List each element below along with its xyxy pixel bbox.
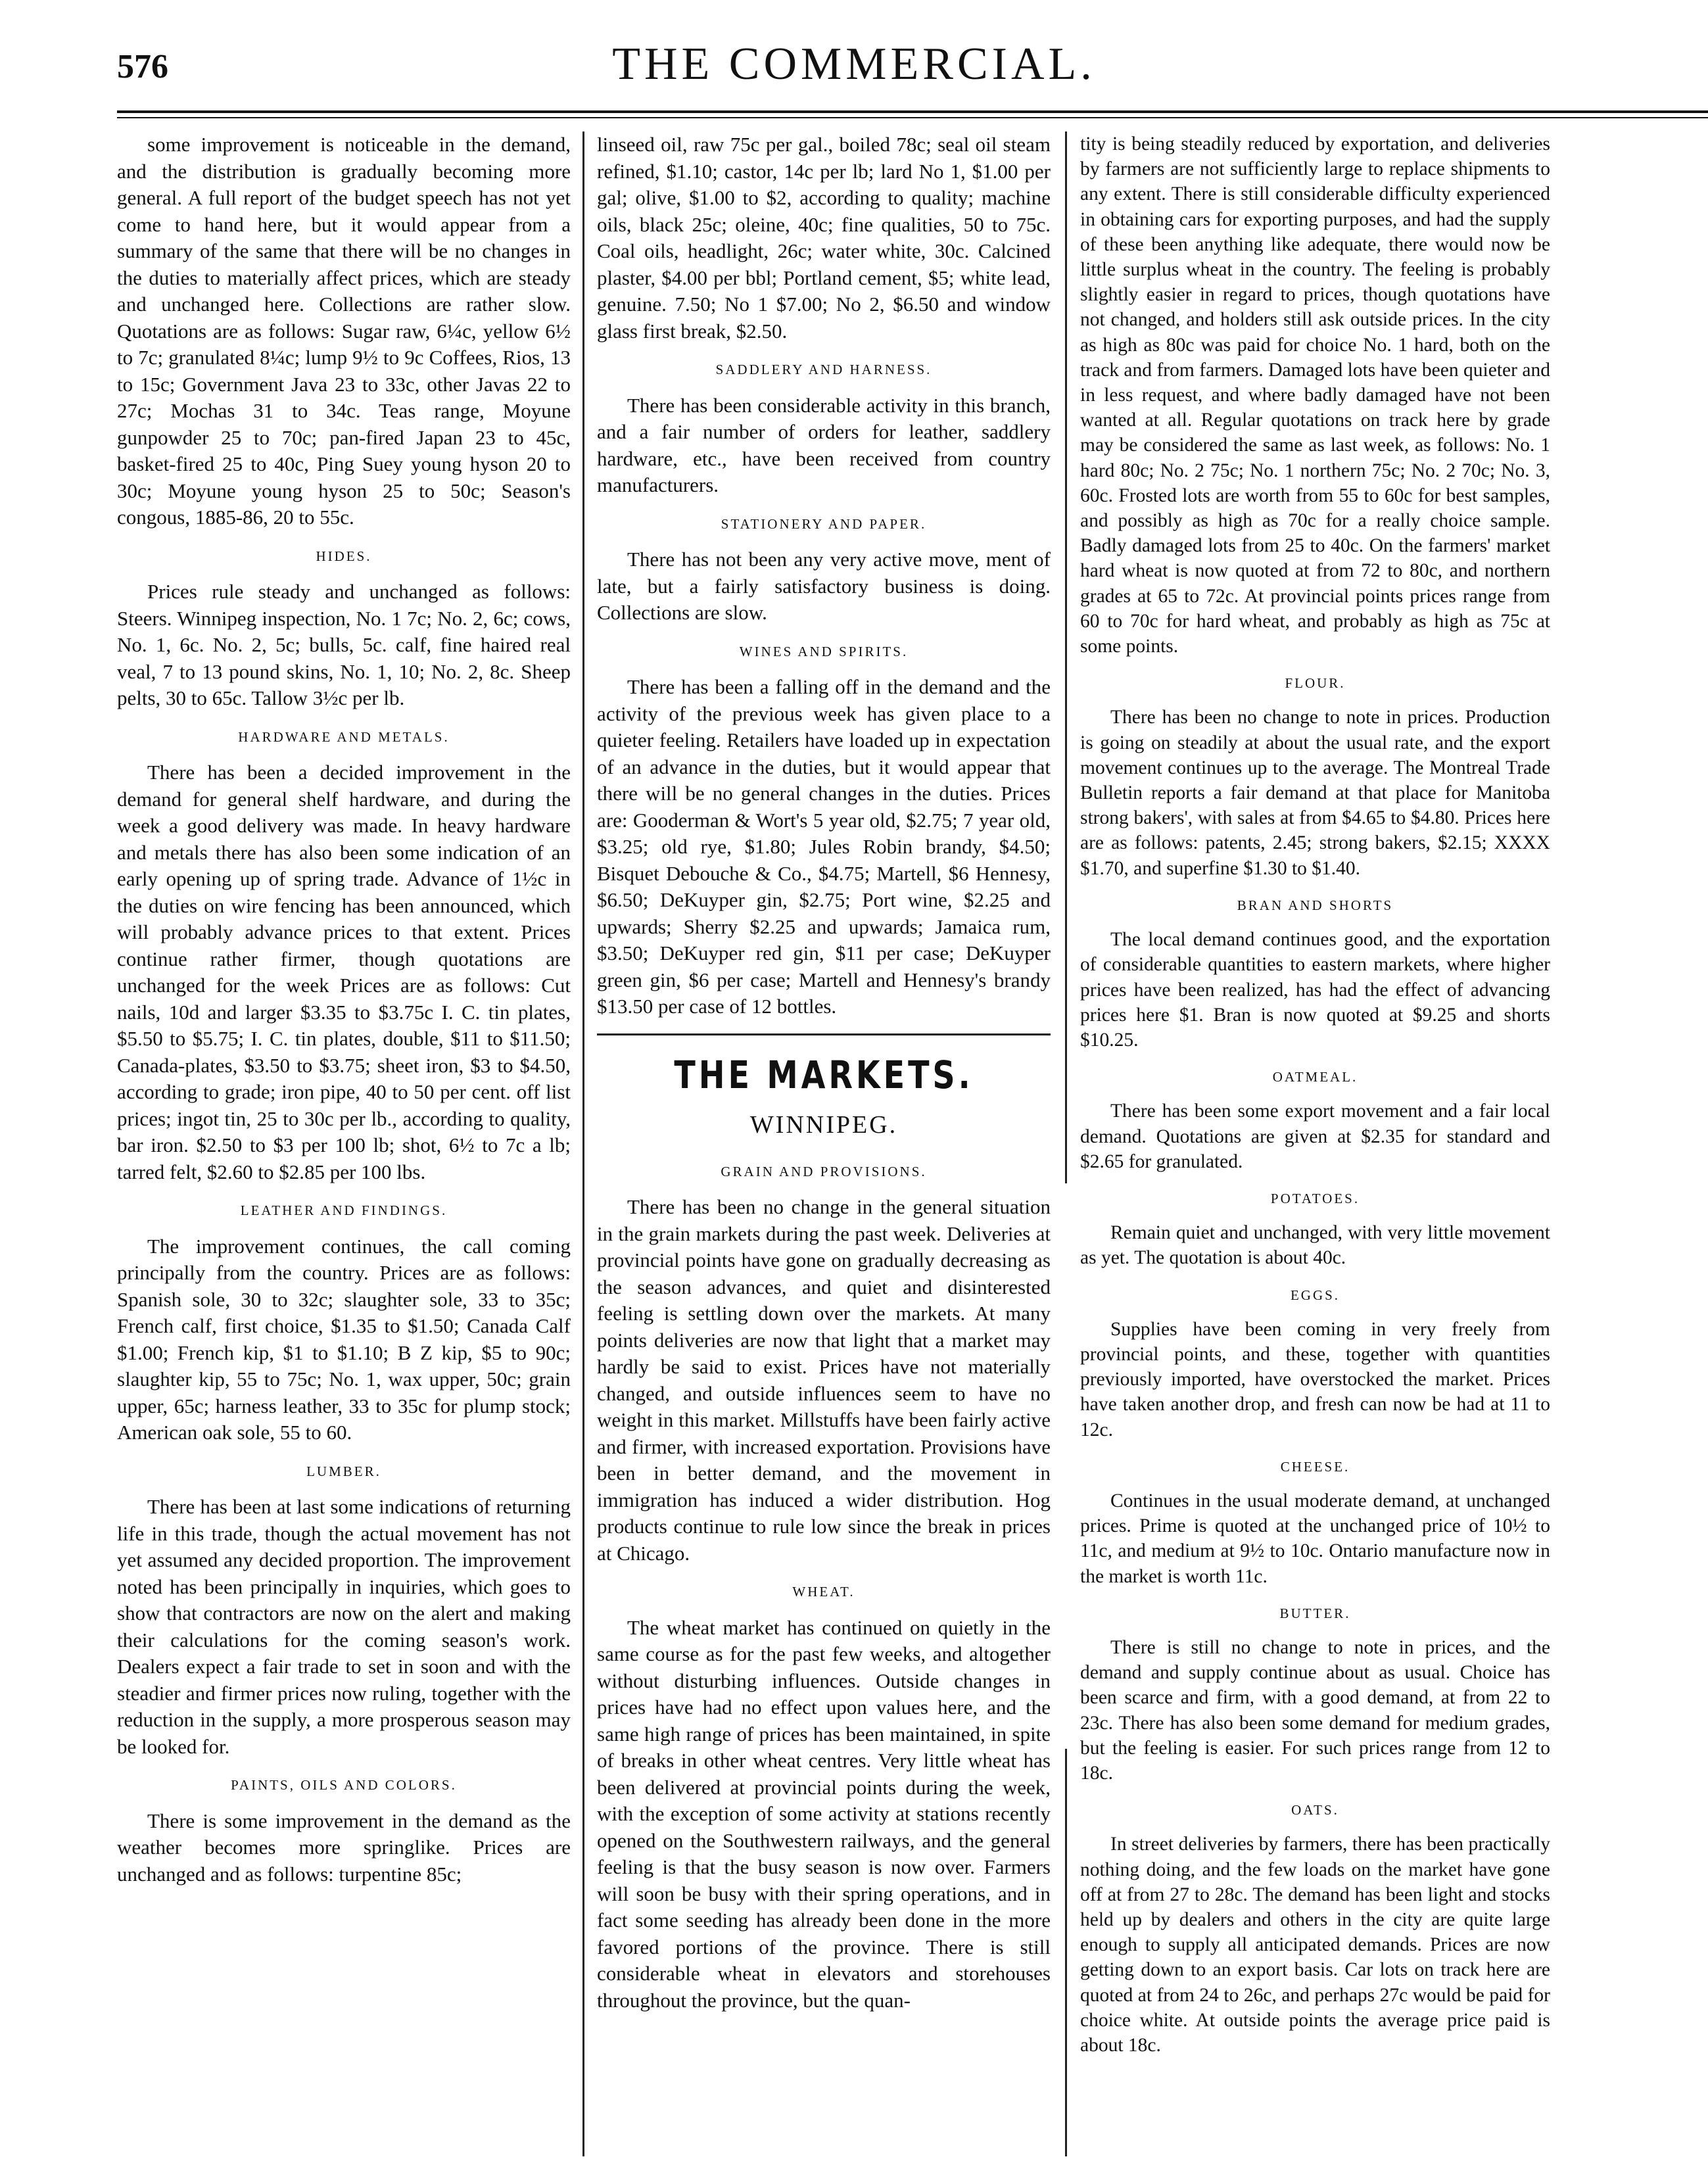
paragraph: There has been no change to note in prices. Production is going on steadily at about the usual rate, and the export movement continues up to the average. The Montreal Trade Bulletin reports a fair demand at that place for Manitoba strong bakers', with sales at from $4.65 to $4.80. Prices here are as follows: patents, 2.45; strong bakers, $2.15; XXXX $1.70, and superfine $1.30 to $1.40.: [1080, 707, 1550, 879]
paragraph: There has not been any very active move, ment of late, but a fairly satisfactory business is doing. Collections are slow.: [597, 548, 1051, 624]
header-rule-thin: [117, 117, 1708, 118]
paragraph: The wheat market has continued on quietly in the same course as for the past few weeks, and altogether without disturbing influences. Outside changes in prices have had no effect upon values here, and the same high range of prices has been maintained, in spite of breaks in other wheat centres. Very little wheat has been delivered at provincial points during the week, with the exception of some activity at stations recently opened on the Southwestern railways, and the general feeling is that the busy season is now over. Farmers will soon be busy with their spring operations, and in fact some seeding has already been done in the more favored portions of the province. There is still considerable wheat in elevators and storehouses throughout the province, but the quan-: [597, 1615, 1051, 2012]
paragraph: some improvement is noticeable in the demand, and the distribution is gradually becoming more general. A full report of the budget speech has not yet come to hand here, but it would appear from a summary of the same that there will be no changes in the duties to materially affect prices, which are steady and unchanged here. Collections are rather slow. Quotations are as follows: Sugar raw, 6¼c, yellow 6½ to 7c; granulated 8¼c; lump 9½ to 9c Coffees, Rios, 13 to 15c; Government Java 23 to 33c, other Javas 22 to 27c; Mochas 31 to 34c. Teas range, Moyune gunpowder 25 to 70c; pan-fired Japan 23 to 45c, basket-fired 25 to 40c, Ping Suey young hyson 20 to 30c; Moyune young hyson 25 to 50c; Season's congous, 1885-86, 20 to 55c.: [117, 133, 571, 529]
masthead-title: THE COMMERCIAL.: [612, 39, 1096, 89]
paragraph: The improvement continues, the call coming principally from the country. Prices are as follows: Spanish sole, 30 to 32c; slaughter sole, 33 to 35c; French calf, first choice, $1.35 to $1.50; Canada Calf $1.00; French kip, $1 to $1.10; B Z kip, $5 to 90c; slaughter kip, 55 to 75c; No. 1, wax upper, 50c; grain upper, 65c; harness leather, 33 to 35c for plump stock; American oak sole, 55 to 60.: [117, 1234, 571, 1444]
section-heading-hides: HIDES.: [316, 548, 372, 564]
paragraph: There has been a decided improvement in the demand for general shelf hardware, and during the week a good delivery was made. In heavy hardware and metals there has also been some indication of an early opening up of spring trade. Advance of 1½c in the duties on wire fencing has been announced, which will probably advance prices to that extent. Prices continue rather firmer, though quotations are unchanged for the week Prices are as follows: Cut nails, 10d and larger $3.35 to $3.75c I. C. tin plates, $5.50 to $5.75; I. C. tin plates, double, $11 to $11.50; Canada-plates, $3.50 to $3.75; sheet iron, $3 to $4.50, according to grade; iron pipe, 40 to 50 per cent. off list prices; ingot tin, 25 to 30c per lb., according to quality, bar iron. $2.50 to $3 per 100 lb; shot, 6½ to 7c a lb; tarred felt, $2.60 to $2.85 per 100 lbs.: [117, 761, 571, 1183]
section-heading-wheat: WHEAT.: [792, 1584, 855, 1600]
section-heading-flour: FLOUR.: [1285, 675, 1346, 692]
paragraph: linseed oil, raw 75c per gal., boiled 78c; seal oil steam refined, $1.10; castor, 14c per lb; lard No 1, $1.00 per gal; olive, $1.00 to $2, according to quality; machine oils, black 25c; oleine, 40c; fine qualities, 50 to 75c. Coal oils, headlight, 26c; water white, 30c. Calcined plaster, $4.00 per bbl; Portland cement, $5; white lead, genuine. 7.50; No 1 $7.00; No 2, $6.50 and window glass first break, $2.50.: [597, 133, 1051, 343]
paragraph: Remain quiet and unchanged, with very little movement as yet. The quotation is about 40c.: [1080, 1222, 1550, 1269]
paragraph: tity is being steadily reduced by exportation, and deliveries by farmers are not sufficiently large to replace shipments to any extent. There is still considerable difficulty experienced in obtaining cars for exporting purposes, and had the supply of these been anything like adequate, there would now be little surplus wheat in the country. The feeling is probably slightly easier in regard to prices, though quotations have not changed, and holders still ask outside prices. In the city as high as 80c was paid for choice No. 1 hard, both on the track and from farmers. Damaged lots have been quieter and in less request, and where badly damaged have not been wanted at all. Regular quotations on track here by grade may be considered the same as last week, as follows: No. 1 hard 80c; No. 2 75c; No. 1 northern 75c; No. 2 70c; No. 3, 60c. Frosted lots are worth from 55 to 60c for best samples, and possibly as high as 70c for a really choice sample. Badly damaged lots from 25 to 40c. On the farmers' market hard wheat is now quoted at from 72 to 80c, and northern grades at 65 to 72c. At provincial points prices range from 60 to 70c for hard wheat, and probably as high as 75c at some points.: [1080, 133, 1550, 657]
paragraph: There is still no change to note in prices, and the demand and supply continue about as usual. Choice has been scarce and firm, with a good demand, at from 22 to 23c. There has also been some demand for medium grades, but the feeling is easier. For such prices range from 12 to 18c.: [1080, 1636, 1550, 1784]
column-1: [117, 131, 571, 1894]
column-rule: [1065, 131, 1067, 1183]
section-heading-saddlery: SADDLERY AND HARNESS.: [715, 362, 932, 377]
column-2: [597, 131, 1051, 2020]
city-heading: WINNIPEG.: [749, 1111, 898, 1139]
section-heading-paints: PAINTS, OILS AND COLORS.: [231, 1777, 457, 1793]
paragraph: There has been at last some indications of returning life in this trade, though the actual movement has not yet assumed any decided proportion. The improvement noted has been principally in inquiries, which goes to show that contractors are now on the alert and making their calculations for the coming season's work. Dealers expect a fair trade to set in soon and with the steadier and firmer prices now ruling, together with the reduction in the supply, a more prosperous season may be looked for.: [117, 1495, 571, 1758]
paragraph: Continues in the usual moderate demand, at unchanged prices. Prime is quoted at the unchanged price of 10½ to 11c, and medium at 9½ to 10c. Ontario manufacture now in the market is worth 11c.: [1080, 1490, 1550, 1587]
paragraph: The local demand continues good, and the exportation of considerable quantities to eastern markets, where higher prices have been realized, has had the effect of advancing prices here $1. Bran is now quoted at $9.25 and shorts $10.25.: [1080, 929, 1550, 1051]
section-heading-oats: OATS.: [1291, 1802, 1339, 1818]
paragraph: There has been a falling off in the demand and the activity of the previous week has given place to a quieter feeling. Retailers have loaded up in expectation of an advance in the duties, but it would appear that there will be no general changes in the duties. Prices are: Gooderman & Wort's 5 year old, $2.75; 7 year old, $3.25; old rye, $1.80; Jules Robin brandy, $4.50; Bisquet Debouche & Co., $4.75; Martell, $6 Hennesy, $6.50; DeKuyper gin, $2.75; Port wine, $2.25 and upwards; Sherry $2.25 and upwards; Jamaica rum, $3.50; DeKuyper red gin, $11 per case; DeKuyper green gin, $6 per case; Martell and Hennesy's brandy $13.50 per case of 12 bottles.: [597, 675, 1051, 1018]
paragraph: Supplies have been coming in very freely from provincial points, and these, together with quantities previously imported, have overstocked the market. Prices have taken another drop, and fresh can now be had at 11 to 12c.: [1080, 1318, 1550, 1440]
paragraph: There has been considerable activity in this branch, and a fair number of orders for leather, saddlery hardware, etc., have been received from country manufacturers.: [597, 393, 1051, 496]
section-heading-potatoes: POTATOES.: [1270, 1190, 1360, 1206]
section-heading-eggs: EGGS.: [1290, 1287, 1340, 1303]
column-rule: [582, 131, 584, 2156]
column-3: [1080, 131, 1550, 2064]
section-heading-cheese: CHEESE.: [1280, 1458, 1350, 1475]
paragraph: Prices rule steady and unchanged as follows: Steers. Winnipeg inspection, No. 1 7c; No. 2, 6c; cows, No. 1, 6c. No. 2, 5c; bulls, 5c. calf, fine haired real veal, 7 to 13 pound skins, No. 1, 10; No. 2, 8c. Sheep pelts, 30 to 65c. Tallow 3½c per lb.: [117, 580, 571, 709]
section-heading-lumber: LUMBER.: [306, 1463, 381, 1479]
section-heading-grain: GRAIN AND PROVISIONS.: [721, 1163, 927, 1179]
paragraph: There has been no change in the general situation in the grain markets during the past week. Deliveries at provincial points have gone on gradually decreasing as the season advances, and quiet and disinterested feeling is settling down over the markets. At many points deliveries are now that light that a market may hardly be said to exist. Prices have not materially changed, and outside influences seem to have no weight in this market. Millstuffs have been fairly active and firmer, with increased exportation. Provisions have been in better demand, and the movement in immigration has induced a wider distribution. Hog products continue to rule low since the break in prices at Chicago.: [597, 1195, 1051, 1565]
section-heading-stationery: STATIONERY AND PAPER.: [721, 515, 927, 532]
section-heading-leather: LEATHER AND FINDINGS.: [240, 1202, 448, 1218]
section-heading-hardware: HARDWARE AND METALS.: [238, 728, 450, 745]
page-number: 576: [117, 48, 168, 85]
paragraph: There has been some export movement and a fair local demand. Quotations are given at $2.35 for standard and $2.65 for granulated.: [1080, 1101, 1550, 1172]
section-heading-butter: BUTTER.: [1279, 1605, 1351, 1621]
paragraph: In street deliveries by farmers, there has been practically nothing doing, and the few loads on the market have gone off at from 27 to 28c. The demand has been light and stocks held up by dealers and others in the city are quite large enough to supply all anticipated demands. Prices are now getting down to an export basis. Car lots on track here are quoted at from 24 to 26c, and perhaps 27c would be paid for choice white. At outside points the average price paid is about 18c.: [1080, 1834, 1550, 2056]
markets-title: THE MARKETS.: [674, 1052, 974, 1097]
section-heading-oatmeal: OATMEAL.: [1272, 1069, 1358, 1085]
markets-rule: [597, 1033, 1051, 1035]
section-heading-wines: WINES AND SPIRITS.: [739, 643, 909, 659]
column-rule: [1065, 1749, 1067, 2156]
section-heading-bran: BRAN AND SHORTS: [1237, 897, 1394, 913]
header-rule: [117, 110, 1708, 113]
paragraph: There is some improvement in the demand as the weather becomes more springlike. Prices are unchanged and as follows: turpentine 85c;: [117, 1809, 571, 1886]
